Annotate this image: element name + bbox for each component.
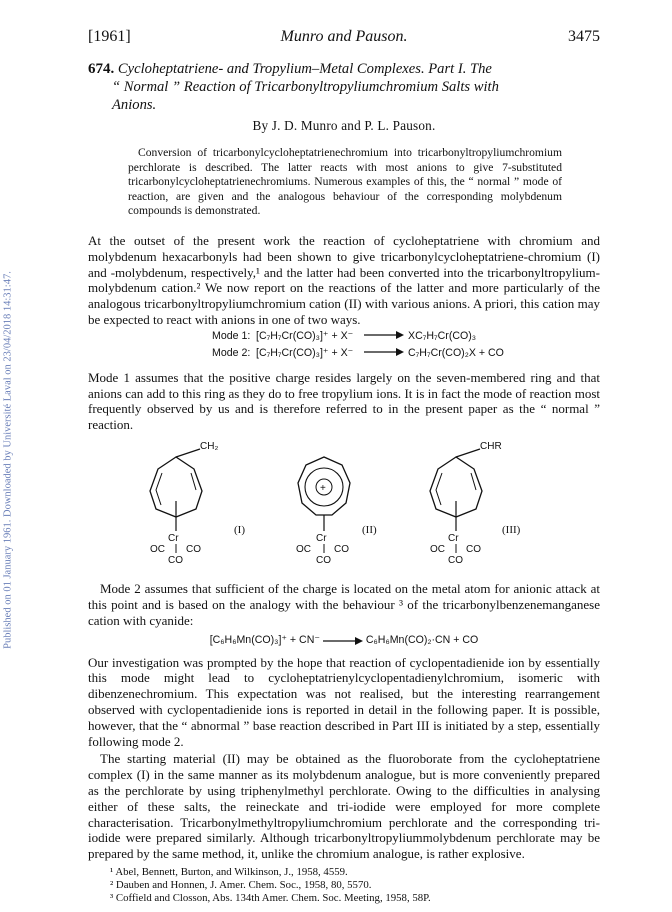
cyanide-equation xyxy=(88,634,600,646)
mode1-product: XC₇H₇Cr(CO)₃ xyxy=(408,329,477,342)
journal-page xyxy=(88,28,600,905)
paragraph-mode1: Mode 1 assumes that the positive charge resides largely on the seven-membered ring and that anions can add to this ring as they do to free tropylium ions. It is in fact the mode of reaction most frequently observed by us and is therefore referred to in the present paper as the “ normal ” reaction. xyxy=(88,369,600,433)
s3-group: CHR xyxy=(480,440,502,452)
s3-co-right: CO xyxy=(466,543,481,555)
reaction-arrow-icon xyxy=(364,344,404,364)
s1-co-right: CO xyxy=(186,543,201,555)
s1-co-bottom: CO xyxy=(168,554,183,566)
s2-co-right: CO xyxy=(334,543,349,555)
title-line-3: Anions. xyxy=(112,97,157,113)
mode2-equation xyxy=(88,345,600,362)
s2-co-left: OC xyxy=(296,543,311,555)
abstract: Conversion of tricarbonylcycloheptatrienechromium into tricarbonyltropyliumchromium perchlorate is described. The latter reacts with most anions to give 7-substituted tricarbonylcycloheptatrienechromiums. Numerous examples of this, the “ normal ” mode of reaction, are given and the analogous behaviour of the corresponding molybdenum compounds is demonstrated. xyxy=(128,146,562,218)
download-watermark xyxy=(2,150,14,770)
reference-item: ² Dauben and Honnen, J. Amer. Chem. Soc., 1958, 80, 5570. xyxy=(110,878,372,891)
s3-metal: Cr xyxy=(448,532,459,544)
watermark-text: Published on 01 January 1961. Downloaded by Université Laval on 23/04/2018 14:31:47. xyxy=(2,271,14,649)
s1-label: (I) xyxy=(234,523,245,536)
reference-item: ¹ Abel, Bennett, Burton, and Wilkinson, J., 1958, 4559. xyxy=(110,865,348,878)
running-header xyxy=(88,28,600,52)
header-year: [1961] xyxy=(88,28,131,45)
article-number: 674. xyxy=(88,61,115,77)
s3-co-bottom: CO xyxy=(448,554,463,566)
s3-label: (III) xyxy=(502,523,521,536)
paragraph-intro: At the outset of the present work the reaction of cycloheptatriene with chromium and molybdenum hexacarbonyls had been shown to give tricarbonylcycloheptatriene-chromium (I) and -molybdenum, respectively,¹ and the latter had been converted into the tricarbonyltropylium-molybdenum cation.² We now report on the reactions of the latter and more particularly of the analogous tricarbonyltropyliumchromium cation (II) with various anions. A priori, this cation may be expected to react with anions in one of two ways. xyxy=(88,232,600,327)
structures-drawing xyxy=(88,435,600,577)
paragraph-investigation: Our investigation was prompted by the hope that reaction of cyclopentadienide ion by essentially this mode might lead to cycloheptatrienylcyclopentadienylchromium, isomeric with dibenzenechromium. This expectation was not realised, but the interesting rearrangement observed with cyclopentadienide ions is reported in detail in the following paper. It is possible, however, that the “ abnormal ” base reaction described in Part III is initiated by a step, essentially following mode 2. xyxy=(88,654,600,749)
structure-figures xyxy=(88,435,600,577)
structure-I xyxy=(150,441,245,566)
paragraph-mode2: Mode 2 assumes that sufficient of the charge is located on the metal atom for anionic attack at this point and is based on the analogy with the behaviour ³ of the tricarbonylbenzenemanganese cation with cyanide: xyxy=(88,580,600,628)
reaction-arrow-icon xyxy=(323,635,363,647)
title-line-1: Cycloheptatriene- and Tropylium–Metal Complexes. Part I. The xyxy=(117,61,492,77)
reference-item: ³ Coffield and Closson, Abs. 134th Amer. Chem. Soc. Meeting, 1958, 58P. xyxy=(110,891,431,904)
s1-co-left: OC xyxy=(150,543,165,555)
title-line-2: “ Normal ” Reaction of Tricarbonyltropyliumchromium Salts with xyxy=(112,79,499,95)
structure-III xyxy=(430,441,521,566)
mode1-reactants: [C₇H₇Cr(CO)₃]⁺ + X⁻ xyxy=(256,329,354,342)
header-running-title: Munro and Pauson. xyxy=(280,28,408,45)
header-page-number: 3475 xyxy=(568,28,600,45)
byline: By J. D. Munro and P. L. Pauson. xyxy=(252,118,436,133)
s2-charge: + xyxy=(320,482,326,494)
s2-co-bottom: CO xyxy=(316,554,331,566)
s1-group: CH₂ xyxy=(200,440,219,452)
mode2-label: Mode 2: xyxy=(212,346,251,359)
s2-label: (II) xyxy=(362,523,377,536)
mode2-reactants: [C₇H₇Cr(CO)₃]⁺ + X⁻ xyxy=(256,346,354,359)
mode-equations xyxy=(88,328,600,362)
mode1-label: Mode 1: xyxy=(212,329,251,342)
paragraph-starting-material: The starting material (II) may be obtained as the fluoroborate from the cycloheptatriene complex (I) in the same manner as its molybdenum analogue, but is more conveniently prepared as the perchlorate by using triphenylmethyl perchlorate. Owing to the difficulties in analysing either of these salts, the reineckate and tri-iodide were employed for more complete characterisation. Tricarbonylmethyltropyliumchromium perchlorate and the corresponding tri-iodide were prepared similarly. Although tricarbonyltropyliummolybdenum perchlorate may be prepared by the same method, it, unlike the chromium analogue, is rather explosive. xyxy=(88,751,600,862)
s1-metal: Cr xyxy=(168,532,179,544)
s3-co-left: OC xyxy=(430,543,445,555)
eq3-reactants: [C₆H₆Mn(CO)₃]⁺ + CN⁻ xyxy=(209,634,320,647)
eq3-product: C₆H₆Mn(CO)₂·CN + CO xyxy=(365,634,479,647)
mode1-equation xyxy=(88,328,600,345)
structure-II xyxy=(296,457,377,566)
article-title xyxy=(88,60,600,114)
s2-metal: Cr xyxy=(316,532,327,544)
footnote-references xyxy=(88,866,600,905)
mode2-product: C₇H₇Cr(CO)₂X + CO xyxy=(408,346,504,359)
